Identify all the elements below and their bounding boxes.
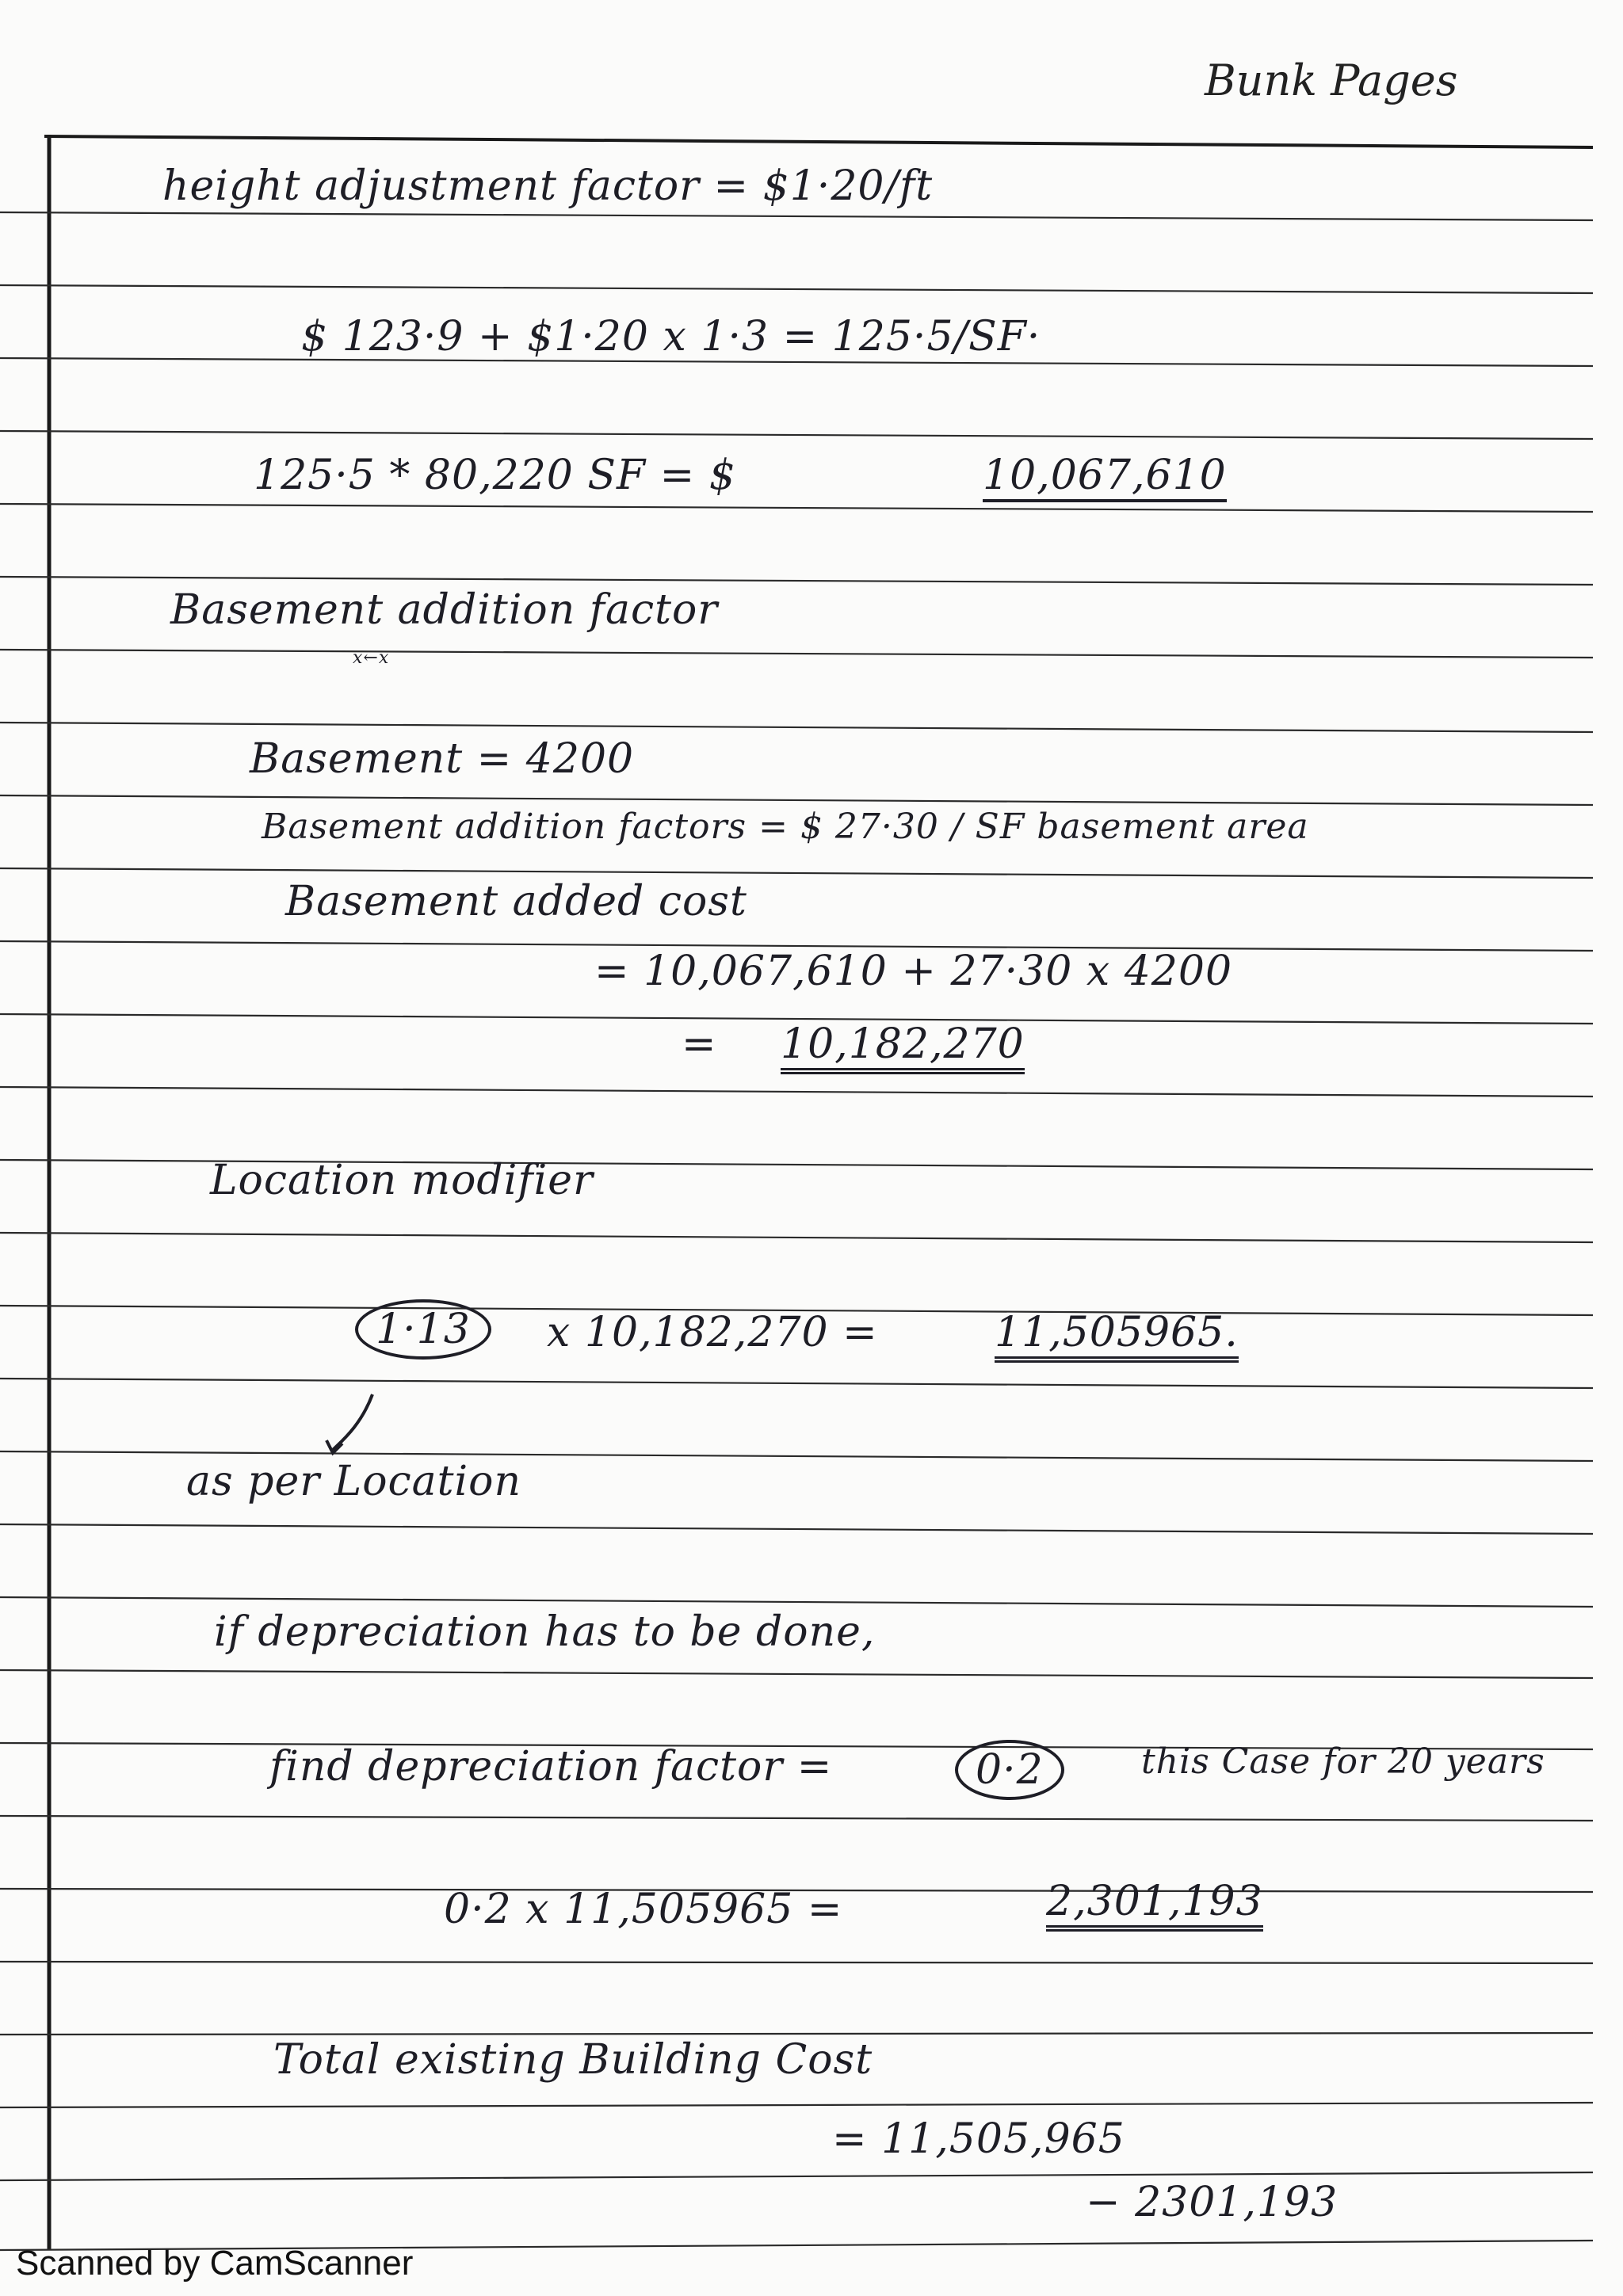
location-heading: Location modifier <box>210 1157 594 1204</box>
total-cost-result: 10,067,610 <box>983 452 1227 502</box>
total-cost-calc: 125·5 * 80,220 SF = $ <box>254 452 736 499</box>
basement-heading: Basement addition factor <box>170 586 719 634</box>
total-existing-line2: − 2301,193 <box>1086 2179 1338 2226</box>
depreciation-factor-circled: 0·2 <box>955 1740 1064 1800</box>
location-calc: x 10,182,270 = <box>547 1309 878 1356</box>
page-header: Bunk Pages <box>1205 55 1458 105</box>
depreciation-note-years: this Case for 20 years <box>1141 1741 1545 1782</box>
depreciation-result: 2,301,193 <box>1046 1878 1263 1932</box>
location-result: 11,505965. <box>995 1309 1239 1363</box>
total-existing-label: Total existing Building Cost <box>273 2036 873 2084</box>
scanner-watermark: Scanned by CamScanner <box>16 2244 414 2283</box>
basement-factor: Basement addition factors = $ 27·30 / SF basement area <box>262 807 1309 847</box>
basement-result: 10,182,270 <box>781 1020 1025 1074</box>
location-note: as per Location <box>186 1458 521 1505</box>
cost-per-sf-calc: $ 123·9 + $1·20 x 1·3 = 125·5/SF· <box>301 313 1041 360</box>
basement-added-cost-label: Basement added cost <box>285 878 747 925</box>
basement-area: Basement = 4200 <box>250 735 635 783</box>
height-adjustment-line: height adjustment factor = $1·20/ft <box>162 162 934 210</box>
total-existing-line1: = 11,505,965 <box>832 2115 1125 2163</box>
depreciation-note: if depreciation has to be done, <box>214 1608 876 1656</box>
correction-mark: x←x <box>353 648 390 668</box>
depreciation-factor-label: find depreciation factor = <box>269 1743 833 1791</box>
basement-equals: = <box>682 1020 717 1068</box>
basement-added-cost-calc: = 10,067,610 + 27·30 x 4200 <box>594 948 1233 995</box>
depreciation-calc: 0·2 x 11,505965 = <box>444 1886 843 1933</box>
location-factor-circled: 1·13 <box>355 1299 491 1360</box>
